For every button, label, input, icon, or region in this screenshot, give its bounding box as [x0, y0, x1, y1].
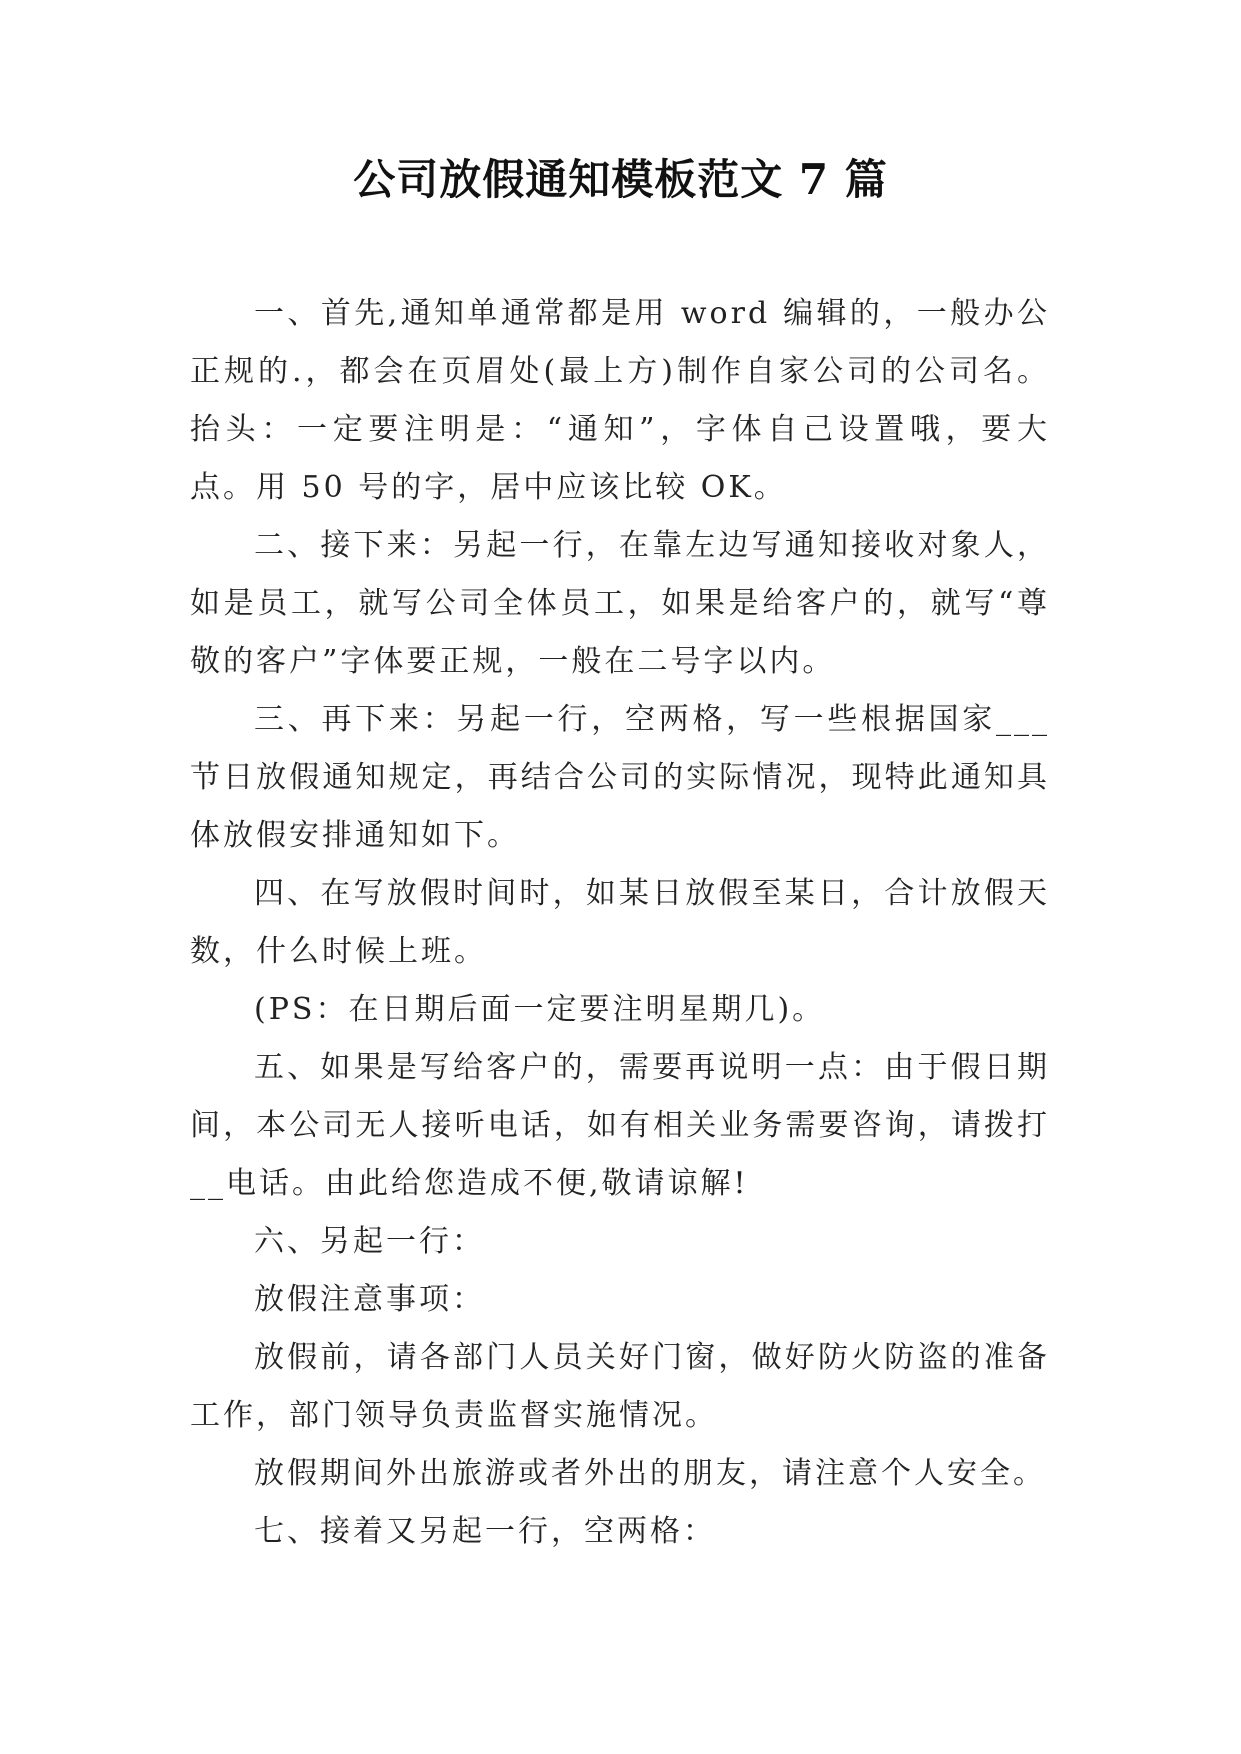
paragraph-9: 放假前，请各部门人员关好门窗，做好防火防盗的准备工作，部门领导负责监督实施情况。: [190, 1340, 1050, 1433]
paragraph-4: 四、在写放假时间时，如某日放假至某日，合计放假天数，什么时候上班。: [190, 876, 1050, 969]
document-title: 公司放假通知模板范文 7 篇: [353, 155, 888, 204]
paragraph-2: 二、接下来：另起一行，在靠左边写通知接收对象人，如是员工，就写公司全体员工，如果是给客户的，就写“尊敬的客户”字体要正规，一般在二号字以内。: [190, 528, 1050, 679]
paragraph-8: 放假注意事项：: [254, 1282, 485, 1317]
paragraph-7: 六、另起一行：: [254, 1224, 485, 1259]
paragraph-11: 七、接着又另起一行，空两格：: [254, 1514, 716, 1549]
document-body: [190, 285, 1050, 1561]
paragraph-3: 三、再下来：另起一行，空两格，写一些根据国家___节日放假通知规定，再结合公司的实际情况，现特此通知具体放假安排通知如下。: [190, 702, 1050, 853]
paragraph-5: (PS：在日期后面一定要注明星期几)。: [254, 992, 826, 1027]
paragraph-6: 五、如果是写给客户的，需要再说明一点：由于假日期间，本公司无人接听电话，如有相关业务需要咨询，请拨打__电话。由此给您造成不便,敬请谅解!: [190, 1050, 1050, 1201]
paragraph-10: 放假期间外出旅游或者外出的朋友，请注意个人安全。: [254, 1456, 1046, 1491]
paragraph-1: 一、首先,通知单通常都是用 word 编辑的，一般办公正规的.，都会在页眉处(最上方)制作自家公司的公司名。抬头：一定要注明是：“通知”，字体自己设置哦，要大点。用 50 号的字，居中应该比较 OK。: [190, 296, 1050, 505]
